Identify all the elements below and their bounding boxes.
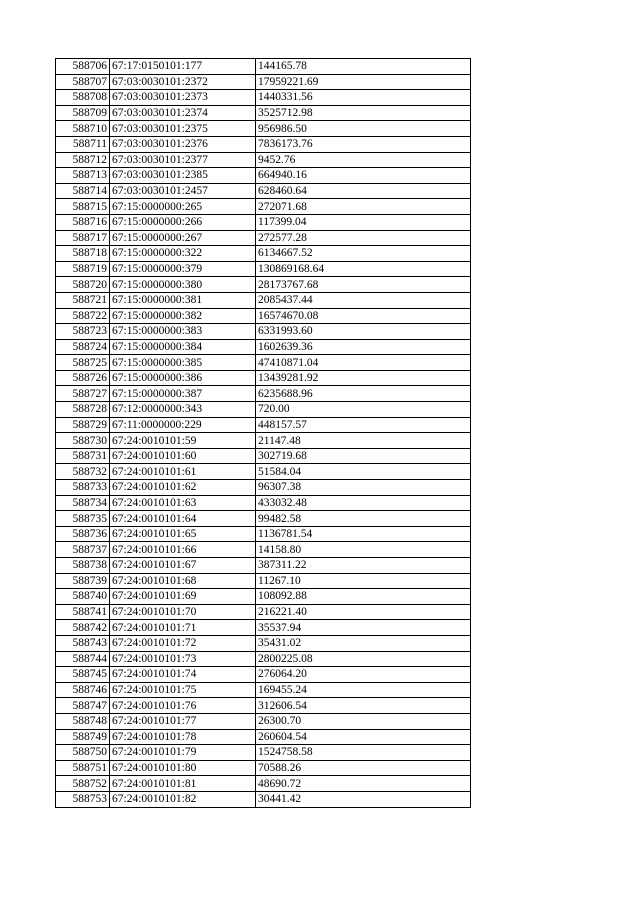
cadastral-number-cell: 67:24:0010101:63: [110, 495, 256, 511]
table-row: [56, 651, 471, 667]
value-cell: 1524758.58: [256, 745, 471, 761]
value-cell: 21147.48: [256, 433, 471, 449]
record-id-cell: 588752: [56, 776, 110, 792]
table-row: [56, 417, 471, 433]
value-cell: 117399.04: [256, 214, 471, 230]
table-row: [56, 558, 471, 574]
value-cell: 35431.02: [256, 635, 471, 651]
record-id-cell: 588724: [56, 339, 110, 355]
value-cell: 99482.58: [256, 511, 471, 527]
record-id-cell: 588743: [56, 635, 110, 651]
value-cell: 13439281.92: [256, 370, 471, 386]
value-cell: 16574670.08: [256, 308, 471, 324]
cadastral-number-cell: 67:24:0010101:75: [110, 682, 256, 698]
record-id-cell: 588730: [56, 433, 110, 449]
value-cell: 48690.72: [256, 776, 471, 792]
table-row: [56, 105, 471, 121]
record-id-cell: 588731: [56, 448, 110, 464]
table-row: [56, 729, 471, 745]
table-row: [56, 791, 471, 807]
cadastral-number-cell: 67:24:0010101:67: [110, 558, 256, 574]
cadastral-number-cell: 67:11:0000000:229: [110, 417, 256, 433]
value-cell: 628460.64: [256, 183, 471, 199]
record-id-cell: 588726: [56, 370, 110, 386]
table-row: [56, 526, 471, 542]
cadastral-number-cell: 67:24:0010101:69: [110, 589, 256, 605]
cadastral-number-cell: 67:24:0010101:70: [110, 604, 256, 620]
table-row: [56, 776, 471, 792]
table-row: [56, 183, 471, 199]
value-cell: 1440331.56: [256, 90, 471, 106]
record-id-cell: 588734: [56, 495, 110, 511]
table-row: [56, 511, 471, 527]
value-cell: 35537.94: [256, 620, 471, 636]
cadastral-number-cell: 67:15:0000000:387: [110, 386, 256, 402]
table-row: [56, 604, 471, 620]
table-row: [56, 745, 471, 761]
cadastral-number-cell: 67:24:0010101:81: [110, 776, 256, 792]
value-cell: 96307.38: [256, 480, 471, 496]
cadastral-number-cell: 67:24:0010101:62: [110, 480, 256, 496]
cadastral-number-cell: 67:24:0010101:76: [110, 698, 256, 714]
value-cell: 28173767.68: [256, 277, 471, 293]
cadastral-number-cell: 67:15:0000000:385: [110, 355, 256, 371]
table-row: [56, 495, 471, 511]
value-cell: 14158.80: [256, 542, 471, 558]
value-cell: 6134667.52: [256, 246, 471, 262]
record-id-cell: 588719: [56, 261, 110, 277]
record-id-cell: 588722: [56, 308, 110, 324]
record-id-cell: 588710: [56, 121, 110, 137]
cadastral-number-cell: 67:15:0000000:381: [110, 292, 256, 308]
cadastral-number-cell: 67:03:0030101:2376: [110, 136, 256, 152]
record-id-cell: 588712: [56, 152, 110, 168]
table-row: [56, 620, 471, 636]
record-id-cell: 588735: [56, 511, 110, 527]
value-cell: 1602639.36: [256, 339, 471, 355]
cadastral-number-cell: 67:03:0030101:2377: [110, 152, 256, 168]
cadastral-number-cell: 67:12:0000000:343: [110, 402, 256, 418]
table-row: [56, 682, 471, 698]
table-row: [56, 713, 471, 729]
cadastral-number-cell: 67:24:0010101:78: [110, 729, 256, 745]
record-id-cell: 588729: [56, 417, 110, 433]
cadastral-number-cell: 67:24:0010101:59: [110, 433, 256, 449]
table-row: [56, 589, 471, 605]
cadastral-number-cell: 67:03:0030101:2457: [110, 183, 256, 199]
value-cell: 956986.50: [256, 121, 471, 137]
table-row: [56, 667, 471, 683]
record-id-cell: 588709: [56, 105, 110, 121]
cadastral-number-cell: 67:03:0030101:2372: [110, 74, 256, 90]
cadastral-number-cell: 67:15:0000000:379: [110, 261, 256, 277]
table-row: [56, 214, 471, 230]
record-id-cell: 588750: [56, 745, 110, 761]
record-id-cell: 588741: [56, 604, 110, 620]
record-id-cell: 588753: [56, 791, 110, 807]
cadastral-number-cell: 67:15:0000000:265: [110, 199, 256, 215]
table-row: [56, 402, 471, 418]
value-cell: 144165.78: [256, 59, 471, 75]
cadastral-number-cell: 67:24:0010101:82: [110, 791, 256, 807]
value-cell: 17959221.69: [256, 74, 471, 90]
table-row: [56, 542, 471, 558]
table-row: [56, 136, 471, 152]
cadastral-number-cell: 67:03:0030101:2375: [110, 121, 256, 137]
value-cell: 1136781.54: [256, 526, 471, 542]
value-cell: 272071.68: [256, 199, 471, 215]
table-row: [56, 370, 471, 386]
value-cell: 260604.54: [256, 729, 471, 745]
record-id-cell: 588721: [56, 292, 110, 308]
record-id-cell: 588718: [56, 246, 110, 262]
record-id-cell: 588723: [56, 324, 110, 340]
cadastral-number-cell: 67:15:0000000:322: [110, 246, 256, 262]
value-cell: 387311.22: [256, 558, 471, 574]
table-row: [56, 230, 471, 246]
table-row: [56, 448, 471, 464]
cadastral-number-cell: 67:24:0010101:80: [110, 760, 256, 776]
table-row: [56, 277, 471, 293]
record-id-cell: 588716: [56, 214, 110, 230]
table-row: [56, 121, 471, 137]
record-id-cell: 588736: [56, 526, 110, 542]
cadastral-number-cell: 67:03:0030101:2385: [110, 168, 256, 184]
value-cell: 664940.16: [256, 168, 471, 184]
value-cell: 272577.28: [256, 230, 471, 246]
record-id-cell: 588733: [56, 480, 110, 496]
record-id-cell: 588720: [56, 277, 110, 293]
table-row: [56, 760, 471, 776]
table-row: [56, 59, 471, 75]
table-row: [56, 199, 471, 215]
record-id-cell: 588751: [56, 760, 110, 776]
value-cell: 6235688.96: [256, 386, 471, 402]
record-id-cell: 588713: [56, 168, 110, 184]
table-row: [56, 292, 471, 308]
cadastral-number-cell: 67:24:0010101:73: [110, 651, 256, 667]
value-cell: 302719.68: [256, 448, 471, 464]
table-row: [56, 324, 471, 340]
table-row: [56, 152, 471, 168]
record-id-cell: 588746: [56, 682, 110, 698]
record-id-cell: 588739: [56, 573, 110, 589]
record-id-cell: 588728: [56, 402, 110, 418]
table-row: [56, 74, 471, 90]
record-id-cell: 588708: [56, 90, 110, 106]
record-id-cell: 588748: [56, 713, 110, 729]
value-cell: 7836173.76: [256, 136, 471, 152]
value-cell: 70588.26: [256, 760, 471, 776]
table-row: [56, 433, 471, 449]
record-id-cell: 588738: [56, 558, 110, 574]
record-id-cell: 588745: [56, 667, 110, 683]
table-row: [56, 464, 471, 480]
record-id-cell: 588725: [56, 355, 110, 371]
value-cell: 448157.57: [256, 417, 471, 433]
cadastral-number-cell: 67:15:0000000:266: [110, 214, 256, 230]
cadastral-number-cell: 67:24:0010101:66: [110, 542, 256, 558]
cadastral-number-cell: 67:15:0000000:382: [110, 308, 256, 324]
table-row: [56, 90, 471, 106]
table-row: [56, 386, 471, 402]
table-row: [56, 573, 471, 589]
cadastral-number-cell: 67:24:0010101:64: [110, 511, 256, 527]
record-id-cell: 588742: [56, 620, 110, 636]
cadastral-number-cell: 67:24:0010101:79: [110, 745, 256, 761]
cadastral-number-cell: 67:24:0010101:71: [110, 620, 256, 636]
value-cell: 312606.54: [256, 698, 471, 714]
table-row: [56, 698, 471, 714]
cadastral-number-cell: 67:15:0000000:380: [110, 277, 256, 293]
record-id-cell: 588747: [56, 698, 110, 714]
value-cell: 108092.88: [256, 589, 471, 605]
record-id-cell: 588740: [56, 589, 110, 605]
value-cell: 51584.04: [256, 464, 471, 480]
cadastral-number-cell: 67:15:0000000:383: [110, 324, 256, 340]
value-cell: 2800225.08: [256, 651, 471, 667]
cadastral-number-cell: 67:03:0030101:2374: [110, 105, 256, 121]
cadastral-number-cell: 67:15:0000000:384: [110, 339, 256, 355]
value-cell: 26300.70: [256, 713, 471, 729]
table-row: [56, 308, 471, 324]
record-id-cell: 588715: [56, 199, 110, 215]
cadastral-number-cell: 67:17:0150101:177: [110, 59, 256, 75]
record-id-cell: 588732: [56, 464, 110, 480]
table-row: [56, 168, 471, 184]
value-cell: 11267.10: [256, 573, 471, 589]
value-cell: 47410871.04: [256, 355, 471, 371]
cadastral-number-cell: 67:24:0010101:77: [110, 713, 256, 729]
value-cell: 6331993.60: [256, 324, 471, 340]
record-id-cell: 588737: [56, 542, 110, 558]
record-id-cell: 588706: [56, 59, 110, 75]
table-row: [56, 246, 471, 262]
record-id-cell: 588717: [56, 230, 110, 246]
table-row: [56, 355, 471, 371]
record-id-cell: 588744: [56, 651, 110, 667]
table-row: [56, 339, 471, 355]
data-table: [55, 58, 471, 808]
value-cell: 216221.40: [256, 604, 471, 620]
value-cell: 3525712.98: [256, 105, 471, 121]
cadastral-number-cell: 67:24:0010101:68: [110, 573, 256, 589]
cadastral-number-cell: 67:24:0010101:74: [110, 667, 256, 683]
record-id-cell: 588749: [56, 729, 110, 745]
cadastral-number-cell: 67:24:0010101:65: [110, 526, 256, 542]
cadastral-number-cell: 67:03:0030101:2373: [110, 90, 256, 106]
record-id-cell: 588727: [56, 386, 110, 402]
table-row: [56, 480, 471, 496]
cadastral-number-cell: 67:24:0010101:60: [110, 448, 256, 464]
table-row: [56, 261, 471, 277]
cadastral-number-cell: 67:24:0010101:61: [110, 464, 256, 480]
cadastral-number-cell: 67:15:0000000:267: [110, 230, 256, 246]
value-cell: 276064.20: [256, 667, 471, 683]
record-id-cell: 588714: [56, 183, 110, 199]
value-cell: 433032.48: [256, 495, 471, 511]
value-cell: 2085437.44: [256, 292, 471, 308]
value-cell: 169455.24: [256, 682, 471, 698]
value-cell: 130869168.64: [256, 261, 471, 277]
value-cell: 9452.76: [256, 152, 471, 168]
table-body: [56, 59, 471, 808]
cadastral-number-cell: 67:24:0010101:72: [110, 635, 256, 651]
table-row: [56, 635, 471, 651]
record-id-cell: 588711: [56, 136, 110, 152]
value-cell: 720.00: [256, 402, 471, 418]
cadastral-number-cell: 67:15:0000000:386: [110, 370, 256, 386]
value-cell: 30441.42: [256, 791, 471, 807]
record-id-cell: 588707: [56, 74, 110, 90]
